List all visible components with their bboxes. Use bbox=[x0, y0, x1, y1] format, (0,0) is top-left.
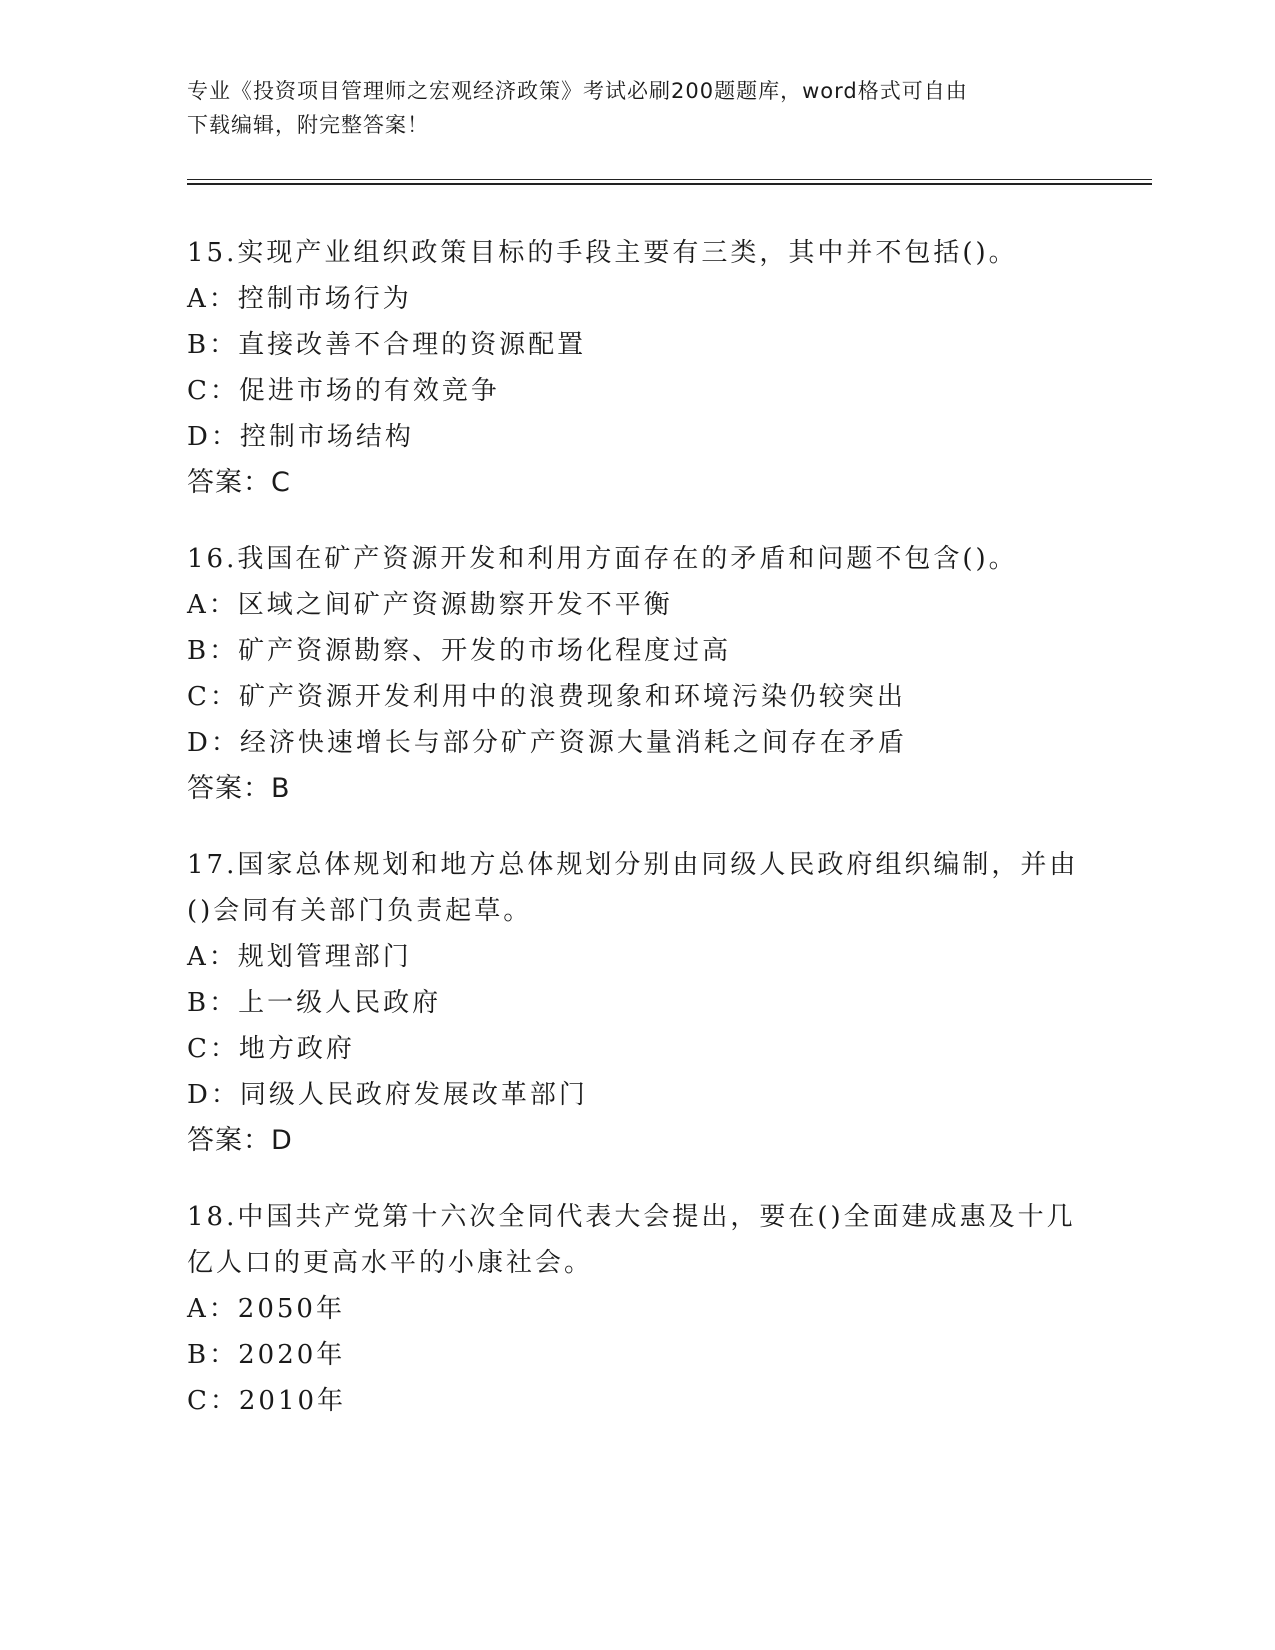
header-divider-top bbox=[187, 179, 1152, 180]
answer-line: 答案：D bbox=[187, 1125, 293, 1156]
question-stem-line-1: 17.国家总体规划和地方总体规划分别由同级人民政府组织编制，并由 bbox=[187, 850, 1079, 880]
answer-line: 答案：B bbox=[187, 773, 291, 804]
option-a: A：区域之间矿产资源勘察开发不平衡 bbox=[187, 590, 673, 620]
question-16 bbox=[187, 536, 1087, 812]
option-b: B：直接改善不合理的资源配置 bbox=[187, 330, 587, 360]
option-c: C：2010年 bbox=[187, 1386, 347, 1416]
answer-line: 答案：C bbox=[187, 467, 291, 498]
option-d: D：经济快速增长与部分矿产资源大量消耗之间存在矛盾 bbox=[187, 728, 907, 758]
option-c: C：促进市场的有效竞争 bbox=[187, 376, 500, 406]
question-stem-line-2: 亿人口的更高水平的小康社会。 bbox=[187, 1248, 594, 1278]
header-line-2: 下载编辑，附完整答案！ bbox=[187, 113, 429, 137]
question-stem: 16.我国在矿产资源开发和利用方面存在的矛盾和问题不包含()。 bbox=[187, 544, 1018, 574]
header-divider-bottom bbox=[187, 183, 1152, 185]
question-stem-line-2: ()会同有关部门负责起草。 bbox=[187, 896, 533, 926]
option-b: B：2020年 bbox=[187, 1340, 346, 1370]
document-header bbox=[187, 74, 1067, 142]
option-d: D：控制市场结构 bbox=[187, 422, 414, 452]
option-b: B：上一级人民政府 bbox=[187, 988, 442, 1018]
question-18 bbox=[187, 1194, 1087, 1424]
option-b: B：矿产资源勘察、开发的市场化程度过高 bbox=[187, 636, 732, 666]
question-17 bbox=[187, 842, 1087, 1164]
header-line-1: 专业《投资项目管理师之宏观经济政策》考试必刷200题题库，word格式可自由 bbox=[187, 79, 968, 103]
option-c: C：矿产资源开发利用中的浪费现象和环境污染仍较突出 bbox=[187, 682, 906, 712]
question-list bbox=[187, 230, 1087, 1454]
option-a: A：2050年 bbox=[187, 1294, 345, 1324]
question-stem-line-1: 18.中国共产党第十六次全同代表大会提出，要在()全面建成惠及十几 bbox=[187, 1202, 1076, 1232]
option-c: C：地方政府 bbox=[187, 1034, 355, 1064]
option-d: D：同级人民政府发展改革部门 bbox=[187, 1080, 588, 1110]
option-a: A：控制市场行为 bbox=[187, 284, 412, 314]
question-15 bbox=[187, 230, 1087, 506]
option-a: A：规划管理部门 bbox=[187, 942, 412, 972]
question-stem: 15.实现产业组织政策目标的手段主要有三类，其中并不包括()。 bbox=[187, 238, 1018, 268]
